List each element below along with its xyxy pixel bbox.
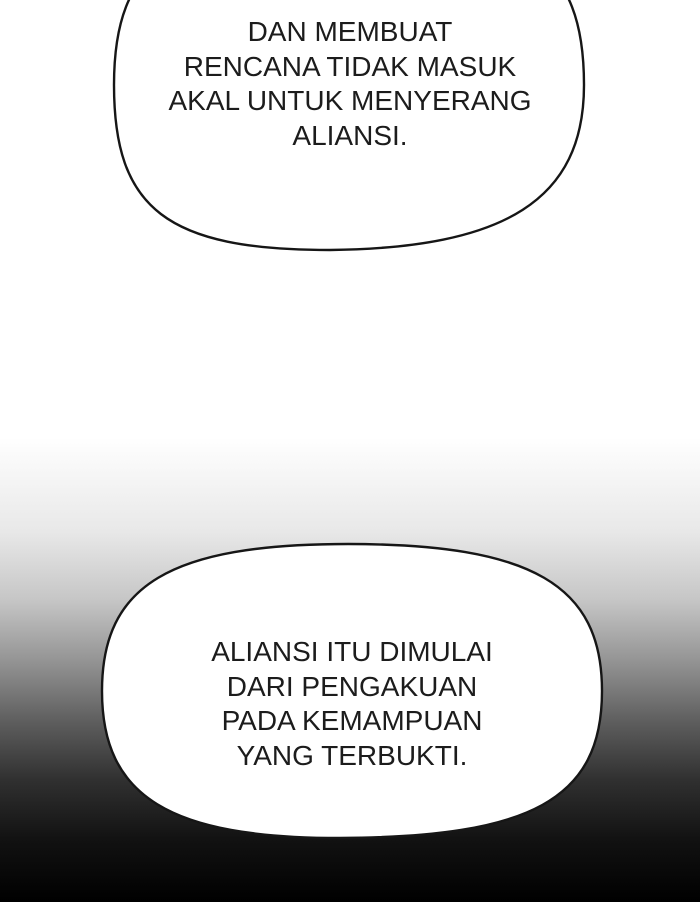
speech-line: PADA KEMAMPUAN: [221, 705, 483, 736]
speech-line: DARI PENGAKUAN: [226, 670, 478, 702]
speech-line: ALIANSI ITU DIMULAI: [211, 636, 493, 667]
speech-line: DAN MEMBUAT: [247, 16, 453, 47]
speech-line: ALIANSI.: [292, 119, 408, 151]
speech-line: AKAL UNTUK MENYERANG: [168, 85, 532, 116]
speech-bubble-bottom-text: [62, 635, 642, 773]
speech-line: RENCANA TIDAK MASUK: [183, 50, 517, 82]
speech-bubble-top-text: [60, 15, 640, 153]
speech-line: YANG TERBUKTI.: [236, 739, 468, 771]
